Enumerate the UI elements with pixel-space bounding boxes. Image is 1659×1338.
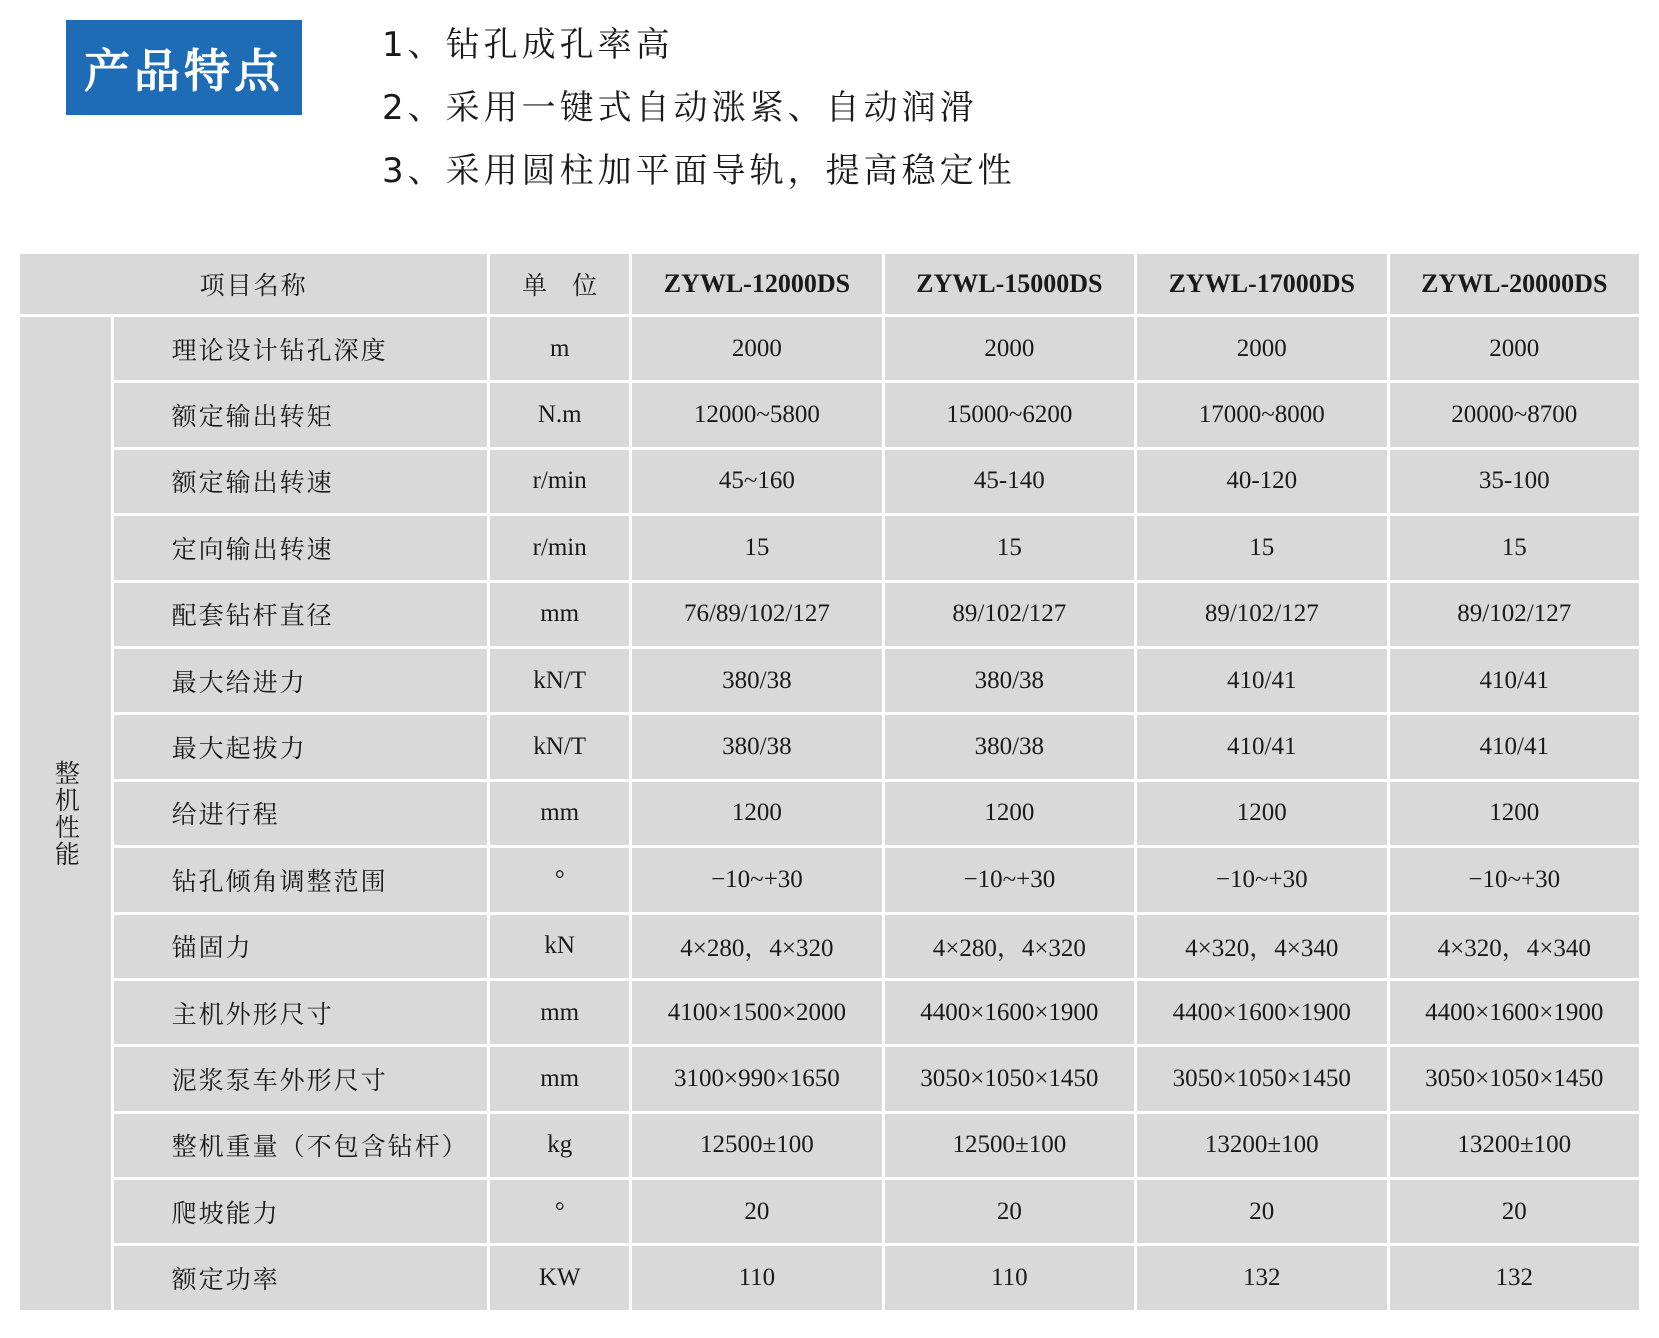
table-row [19,581,1641,647]
parameter-value: 20000~8700 [1388,382,1641,448]
parameter-value: 4400×1600×1900 [883,979,1135,1045]
header-model: ZYWL-12000DS [631,253,883,316]
parameter-name: 配套钻杆直径 [112,581,489,647]
parameter-value: 15 [1136,515,1388,581]
header-model: ZYWL-15000DS [883,253,1135,316]
parameter-value: 89/102/127 [883,581,1135,647]
parameter-value: 45~160 [631,448,883,514]
parameter-unit: N.m [489,382,631,448]
parameter-value: 35-100 [1388,448,1641,514]
parameter-value: 76/89/102/127 [631,581,883,647]
parameter-value: 13200±100 [1388,1112,1641,1178]
parameter-unit: mm [489,780,631,846]
parameter-value: 15000~6200 [883,382,1135,448]
parameter-value: 13200±100 [1136,1112,1388,1178]
parameter-name: 主机外形尺寸 [112,979,489,1045]
parameter-unit: r/min [489,448,631,514]
parameter-unit: kN/T [489,714,631,780]
table-row [19,1179,1641,1245]
parameter-name: 给进行程 [112,780,489,846]
parameter-value: 410/41 [1388,647,1641,713]
spec-table-body [19,316,1641,1312]
header-model: ZYWL-17000DS [1136,253,1388,316]
parameter-value: 132 [1388,1245,1641,1312]
parameter-name: 泥浆泵车外形尺寸 [112,1046,489,1112]
feature-item: 2、采用一键式自动涨紧、自动润滑 [382,88,978,128]
parameter-value: 2000 [631,316,883,382]
parameter-value: 20 [1388,1179,1641,1245]
parameter-value: 4×280，4×320 [631,913,883,979]
parameter-name: 整机重量（不包含钻杆） [112,1112,489,1178]
parameter-name: 额定功率 [112,1245,489,1312]
parameter-value: 410/41 [1136,647,1388,713]
table-row [19,647,1641,713]
table-row [19,1046,1641,1112]
parameter-value: 12500±100 [631,1112,883,1178]
table-header-row [19,253,1641,316]
parameter-value: 1200 [1388,780,1641,846]
parameter-value: 132 [1136,1245,1388,1312]
parameter-value: 4×320，4×340 [1388,913,1641,979]
parameter-value: 40-120 [1136,448,1388,514]
table-row [19,714,1641,780]
parameter-unit: r/min [489,515,631,581]
parameter-value: 89/102/127 [1136,581,1388,647]
parameter-name: 最大起拔力 [112,714,489,780]
spec-table [17,251,1642,1313]
parameter-value: 1200 [1136,780,1388,846]
parameter-value: 20 [883,1179,1135,1245]
table-row [19,1245,1641,1312]
parameter-unit: mm [489,581,631,647]
table-row [19,913,1641,979]
parameter-value: 15 [883,515,1135,581]
parameter-name: 最大给进力 [112,647,489,713]
parameter-unit: ° [489,847,631,913]
parameter-value: 380/38 [631,647,883,713]
parameter-unit: ° [489,1179,631,1245]
parameter-value: 410/41 [1136,714,1388,780]
parameter-value: 15 [1388,515,1641,581]
parameter-value: 4×280，4×320 [883,913,1135,979]
parameter-value: −10~+30 [631,847,883,913]
table-row [19,780,1641,846]
parameter-value: 2000 [883,316,1135,382]
header-unit: 单 位 [489,253,631,316]
parameter-value: 380/38 [883,714,1135,780]
parameter-value: 4100×1500×2000 [631,979,883,1045]
parameter-unit: kN/T [489,647,631,713]
parameter-value: 110 [631,1245,883,1312]
parameter-name: 钻孔倾角调整范围 [112,847,489,913]
parameter-value: 12500±100 [883,1112,1135,1178]
parameter-value: −10~+30 [1136,847,1388,913]
parameter-value: 3050×1050×1450 [1136,1046,1388,1112]
parameter-name: 额定输出转速 [112,448,489,514]
parameter-value: 3050×1050×1450 [883,1046,1135,1112]
parameter-value: −10~+30 [1388,847,1641,913]
table-row [19,448,1641,514]
parameter-value: 15 [631,515,883,581]
parameter-value: 110 [883,1245,1135,1312]
parameter-name: 锚固力 [112,913,489,979]
parameter-unit: mm [489,1046,631,1112]
table-row [19,316,1641,382]
parameter-unit: mm [489,979,631,1045]
product-features-badge: 产品特点 [66,20,302,115]
group-label: 整机性能 [19,316,113,1312]
feature-item: 1、钻孔成孔率高 [382,25,674,65]
feature-item: 3、采用圆柱加平面导轨，提高稳定性 [382,151,1016,191]
parameter-unit: KW [489,1245,631,1312]
table-row [19,979,1641,1045]
parameter-value: 4400×1600×1900 [1388,979,1641,1045]
parameter-unit: kg [489,1112,631,1178]
parameter-value: 89/102/127 [1388,581,1641,647]
header-model: ZYWL-20000DS [1388,253,1641,316]
parameter-value: 1200 [631,780,883,846]
parameter-unit: m [489,316,631,382]
parameter-value: 45-140 [883,448,1135,514]
parameter-value: −10~+30 [883,847,1135,913]
parameter-value: 20 [1136,1179,1388,1245]
feature-list [382,18,1016,207]
parameter-value: 20 [631,1179,883,1245]
parameter-name: 定向输出转速 [112,515,489,581]
table-row [19,1112,1641,1178]
parameter-value: 17000~8000 [1136,382,1388,448]
parameter-value: 380/38 [631,714,883,780]
parameter-name: 额定输出转矩 [112,382,489,448]
parameter-value: 4×320，4×340 [1136,913,1388,979]
table-row [19,847,1641,913]
parameter-value: 2000 [1136,316,1388,382]
parameter-name: 爬坡能力 [112,1179,489,1245]
parameter-value: 12000~5800 [631,382,883,448]
parameter-name: 理论设计钻孔深度 [112,316,489,382]
parameter-value: 4400×1600×1900 [1136,979,1388,1045]
header-item-name: 项目名称 [19,253,489,316]
parameter-value: 1200 [883,780,1135,846]
parameter-unit: kN [489,913,631,979]
parameter-value: 380/38 [883,647,1135,713]
parameter-value: 3050×1050×1450 [1388,1046,1641,1112]
parameter-value: 3100×990×1650 [631,1046,883,1112]
parameter-value: 2000 [1388,316,1641,382]
parameter-value: 410/41 [1388,714,1641,780]
table-row [19,515,1641,581]
table-row [19,382,1641,448]
